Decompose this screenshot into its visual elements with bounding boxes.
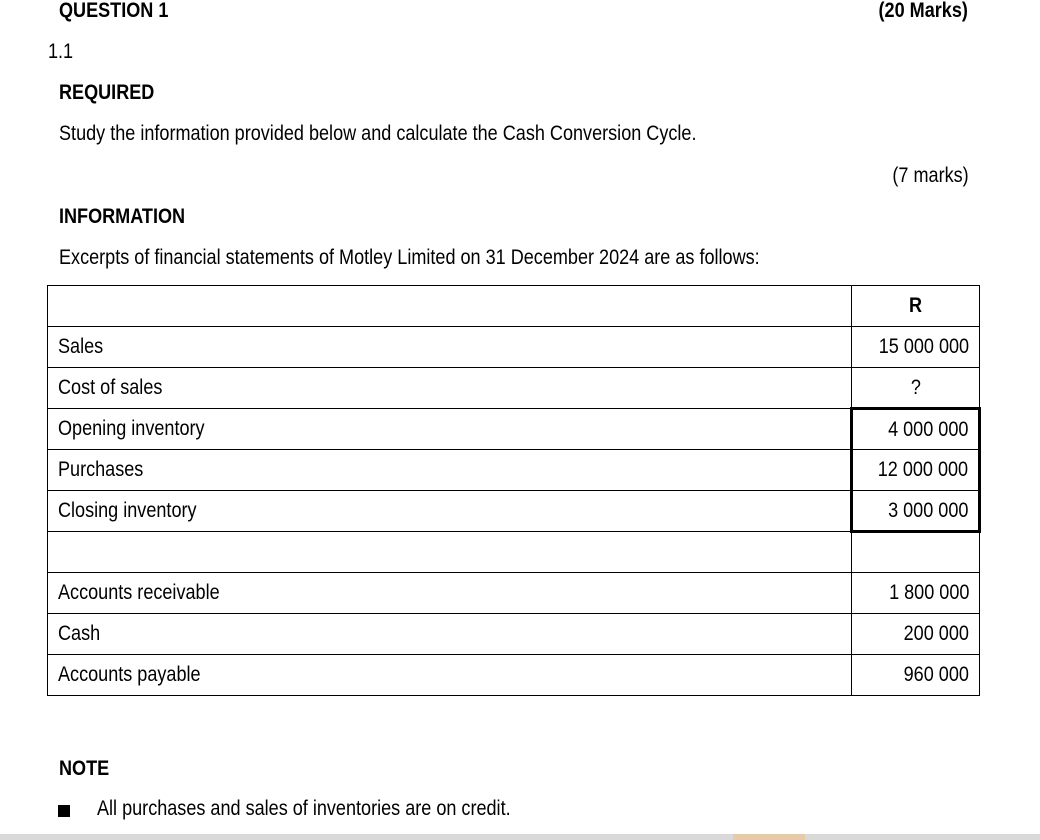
information-text: Excerpts of financial statements of Motley Limited on 31 December 2024 are as follows: [59, 246, 760, 269]
row-label: Accounts receivable [58, 581, 220, 604]
table-row [48, 491, 980, 532]
header-currency-cell [852, 286, 980, 327]
table-row [48, 573, 980, 614]
row-value: ? [910, 375, 921, 399]
table-row [48, 409, 980, 450]
table-header-row [48, 286, 980, 327]
row-value: 3 000 000 [887, 498, 968, 522]
row-label: Cash [58, 622, 101, 645]
table-row [48, 532, 980, 573]
table-row [48, 614, 980, 655]
table-row [48, 327, 980, 368]
row-label: Closing inventory [58, 499, 197, 522]
row-label: Accounts payable [58, 663, 201, 686]
row-value: 200 000 [903, 622, 969, 645]
row-label: Purchases [58, 458, 144, 481]
page-bottom-edge-segment [733, 834, 805, 840]
required-marks: (7 marks) [892, 164, 969, 187]
row-label: Sales [58, 335, 104, 358]
row-label: Cost of sales [58, 376, 163, 399]
square-bullet-icon [58, 805, 70, 817]
row-value: 4 000 000 [887, 417, 968, 441]
note-heading: NOTE [59, 757, 110, 780]
financial-statements-table [47, 285, 981, 696]
required-instruction: Study the information provided below and calculate the Cash Conversion Cycle. [59, 122, 697, 145]
question-title: QUESTION 1 [59, 0, 169, 22]
required-heading: REQUIRED [59, 81, 155, 104]
currency-label: R [908, 294, 923, 317]
header-label-cell [48, 286, 852, 327]
information-heading: INFORMATION [59, 205, 186, 228]
row-value: 960 000 [903, 663, 969, 686]
table-row [48, 368, 980, 409]
question-total-marks: (20 Marks) [878, 0, 968, 22]
note-bullet-text: All purchases and sales of inventories are on credit. [97, 797, 511, 820]
table-row [48, 450, 980, 491]
sub-question-number: 1.1 [48, 40, 74, 63]
table-row [48, 655, 980, 696]
row-value: 12 000 000 [877, 458, 969, 481]
page-bottom-edge [0, 834, 1040, 840]
row-value: 1 800 000 [888, 581, 969, 604]
row-label: Opening inventory [58, 417, 205, 440]
row-value: 15 000 000 [878, 335, 969, 358]
